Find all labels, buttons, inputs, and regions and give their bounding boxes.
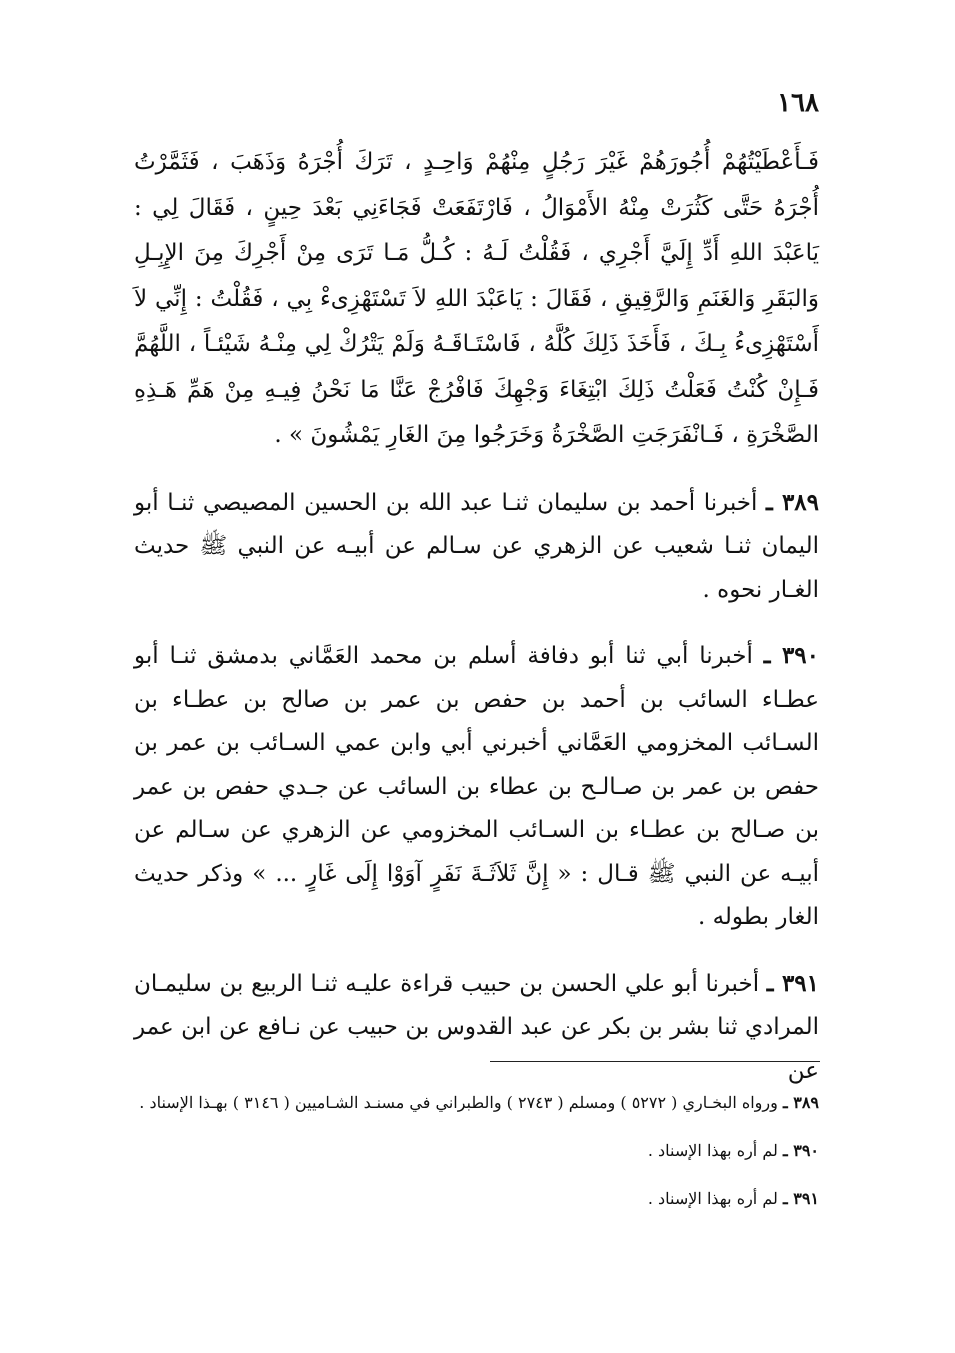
- footnotes: [129, 1086, 819, 1230]
- hadith-number: ٣٩٠ ـ: [763, 642, 820, 669]
- footnote-389: [129, 1086, 819, 1120]
- hadith-text: أخبرنا أبو علي الحسن بن حبيب قراءة عليـه ثنـا الربيع بن سليمـان المرادي ثنا بشر بن بكر عن عبد القدوس بن حبيب عن نـافع عن ابن عمر عن: [134, 970, 819, 1084]
- hadith-text: أخبرنا أحمد بن سليمان ثنـا عبد الله بن الحسين المصيصي ثنـا أبو اليمان ثنـا شعيب عن الزهري عن سـالم عن أبيـه عن النبي ﷺ حديث الغـار نحوه .: [134, 489, 819, 603]
- main-text: [134, 140, 819, 1093]
- footnote-number: ٣٩٠ ـ: [782, 1141, 819, 1160]
- footnote-390: [129, 1134, 819, 1168]
- hadith-number: ٣٩١ ـ: [766, 969, 819, 997]
- page-number: ١٦٨: [777, 88, 819, 118]
- hadith-391: [134, 962, 819, 1094]
- footnote-text: ورواه البخـاري ( ٥٢٧٢ ) ومسلم ( ٢٧٤٣ ) والطبراني في مسنـد الشـاميين ( ٣١٤٦ ) بهـذا الإسناد .: [139, 1093, 778, 1112]
- footnote-391: [129, 1182, 819, 1216]
- footnote-text: لم أره بهذا الإسناد .: [647, 1141, 778, 1160]
- hadith-389: [134, 481, 819, 613]
- hadith-number: ٣٨٩ ـ: [765, 488, 820, 516]
- intro-paragraph: فَـأَعْطَيْتُهُمْ أُجُورَهُمْ غَيْرَ رَجُلٍ مِنْهُمْ وَاحِـدٍ ، تَرَكَ أُجْرَهُ وَذَهَبَ ، فَثَمَّرْتُ أُجْرَهُ حَتَّى كَثُرَتْ مِنْهُ الأَمْوَالُ ، فَارْتَفَعَتْ فَجَاءَنِي بَعْدَ حِينٍ ، فَقَالَ لِي : يَاعَبْدَ اللهِ أَدِّ إِلَيَّ أَجْرِي ، فَقُلْتُ لَـهُ : كُـلُّ مَـا تَرَى مِنْ أَجْرِكَ مِنَ الإِبِـلِ وَالبَقَرِ وَالغَنَمِ وَالرَّقِيقِ ، فَقَالَ : يَاعَبْدَ اللهِ لاَ تَسْتَهْزِىءْ بِي ، فَقُلْتُ : إِنِّي لاَ أَسْتَهْزِىءُ بِـكَ ، فَأَخَذَ ذَلِكَ كُلَّهُ ، فَاسْتَـاقَـهُ وَلَمْ يَتْرُكْ لِي مِنْـهُ شَيْئـاً ، اللَّهُمَّ فَـإِنْ كُنْتُ فَعَلْتُ ذَلِكَ ابْتِغَاءَ وَجْهِكَ فَافْرُجْ عَنَّا مَا نَحْنُ فِيـهِ مِنْ هَمِّ هَـذِهِ الصَّخْرَةِ ، فَـانْفَرَجَتِ الصَّخْرَةُ وَخَرَجُوا مِنَ الغَارِ يَمْشُونَ » .: [134, 149, 819, 448]
- hadith-text: أخبرنا أبي ثنا أبو دفافة أسلم بن محمد العَمَّاني بدمشق ثنـا أبو عطـاء السائب بن أحمد بن حفص بن عمر بن صالح بن عطـاء بن السـائب المخزومي العَمَّاني أخبرني أبي وابن عمي السـائب بن عمر بن حفص بن عمر بن صـالـح بن عطاء بن السائب عن جـدي حفص بن عمر بن صـالح بن عطـاء بن السـائب المخزومي عن الزهري عن سـالم عن أبيـه عن النبي ﷺ قـال : « إِنَّ ثَلاَثَـةَ نَفَرٍ آوَوْا إِلَى غَارٍ ... » وذكر حديث الغار بطوله .: [134, 643, 819, 930]
- footnote-text: لم أره بهذا الإسناد .: [647, 1189, 778, 1208]
- footnote-number: ٣٩١ ـ: [782, 1189, 819, 1208]
- footnote-number: ٣٨٩ ـ: [782, 1093, 819, 1112]
- hadith-390: [134, 634, 819, 940]
- footnote-divider: [490, 1061, 820, 1062]
